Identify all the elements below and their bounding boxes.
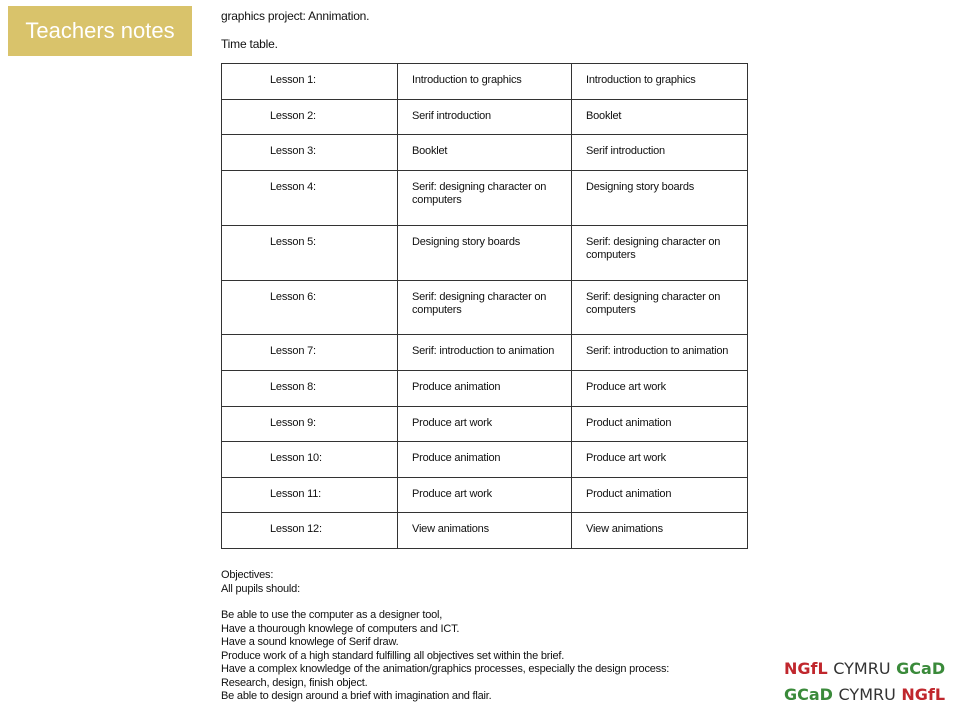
lesson-activity-b: Designing story boards — [572, 170, 748, 225]
lesson-activity-a: Produce animation — [398, 371, 572, 407]
timetable-row — [222, 99, 748, 135]
objective-item: Have a complex knowledge of the animation/graphics processes, especially the design process: — [221, 663, 670, 675]
logo-line-2 — [784, 682, 952, 708]
logo-cymru: CYMRU — [833, 659, 891, 678]
lesson-activity-b: View animations — [572, 513, 748, 549]
timetable-row — [222, 371, 748, 407]
lesson-label: Lesson 4: — [222, 170, 398, 225]
timetable-row — [222, 513, 748, 549]
logo-gcad: GCaD — [896, 659, 946, 678]
lesson-label: Lesson 3: — [222, 135, 398, 171]
lesson-activity-a: Designing story boards — [398, 225, 572, 280]
timetable-row — [222, 335, 748, 371]
lesson-label: Lesson 2: — [222, 99, 398, 135]
objective-item: Be able to use the computer as a designer tool, — [221, 609, 443, 621]
lesson-activity-b: Produce art work — [572, 442, 748, 478]
lesson-activity-a: Booklet — [398, 135, 572, 171]
lesson-activity-a: View animations — [398, 513, 572, 549]
objective-item: Produce work of a high standard fulfilling all objectives set within the brief. — [221, 649, 565, 662]
timetable-row — [222, 64, 748, 100]
timetable-row — [222, 170, 748, 225]
objectives-heading: Objectives: — [221, 569, 274, 581]
page-title: graphics project: Annimation. — [221, 9, 370, 23]
teachers-notes-badge: Teachers notes — [8, 6, 192, 56]
lesson-activity-a: Serif: designing character on computers — [398, 170, 572, 225]
lesson-label: Lesson 5: — [222, 225, 398, 280]
objective-item: Have a thourough knowlege of computers and ICT. — [221, 622, 460, 635]
lesson-label: Lesson 12: — [222, 513, 398, 549]
logo-ngfl: NGfL — [901, 685, 946, 704]
objective-item: Research, design, finish object. — [221, 676, 368, 689]
lesson-activity-b: Serif introduction — [572, 135, 748, 171]
objectives-subheading: All pupils should: — [221, 582, 300, 595]
lesson-activity-b: Serif: introduction to animation — [572, 335, 748, 371]
logo-line-1 — [784, 656, 952, 682]
timetable-body — [222, 64, 748, 549]
lesson-activity-a: Serif: designing character on computers — [398, 280, 572, 335]
lesson-label: Lesson 10: — [222, 442, 398, 478]
lesson-activity-b: Booklet — [572, 99, 748, 135]
lesson-activity-b: Produce art work — [572, 371, 748, 407]
lesson-activity-a: Produce art work — [398, 406, 572, 442]
timetable-row — [222, 135, 748, 171]
lesson-label: Lesson 8: — [222, 371, 398, 407]
lesson-activity-a: Produce animation — [398, 442, 572, 478]
timetable-row — [222, 225, 748, 280]
lesson-activity-b: Product animation — [572, 477, 748, 513]
timetable — [221, 63, 748, 549]
objective-item: Be able to design around a brief with imagination and flair. — [221, 690, 492, 702]
lesson-activity-a: Produce art work — [398, 477, 572, 513]
logo-ngfl: NGfL — [784, 659, 828, 678]
timetable-row — [222, 406, 748, 442]
lesson-label: Lesson 6: — [222, 280, 398, 335]
timetable-heading: Time table. — [221, 37, 278, 51]
lesson-activity-b: Serif: designing character on computers — [572, 225, 748, 280]
lesson-label: Lesson 7: — [222, 335, 398, 371]
lesson-activity-a: Serif introduction — [398, 99, 572, 135]
lesson-activity-b: Product animation — [572, 406, 748, 442]
lesson-label: Lesson 1: — [222, 64, 398, 100]
lesson-activity-b: Serif: designing character on computers — [572, 280, 748, 335]
lesson-activity-a: Introduction to graphics — [398, 64, 572, 100]
objectives-section — [221, 569, 669, 704]
lesson-activity-a: Serif: introduction to animation — [398, 335, 572, 371]
lesson-label: Lesson 9: — [222, 406, 398, 442]
timetable-row — [222, 442, 748, 478]
logo-gcad: GCaD — [784, 685, 833, 704]
timetable-row — [222, 280, 748, 335]
timetable-row — [222, 477, 748, 513]
lesson-label: Lesson 11: — [222, 477, 398, 513]
logo-cymru: CYMRU — [838, 685, 896, 704]
objective-item: Have a sound knowlege of Serif draw. — [221, 636, 399, 648]
lesson-activity-b: Introduction to graphics — [572, 64, 748, 100]
ngfl-gcad-logo — [784, 656, 952, 708]
